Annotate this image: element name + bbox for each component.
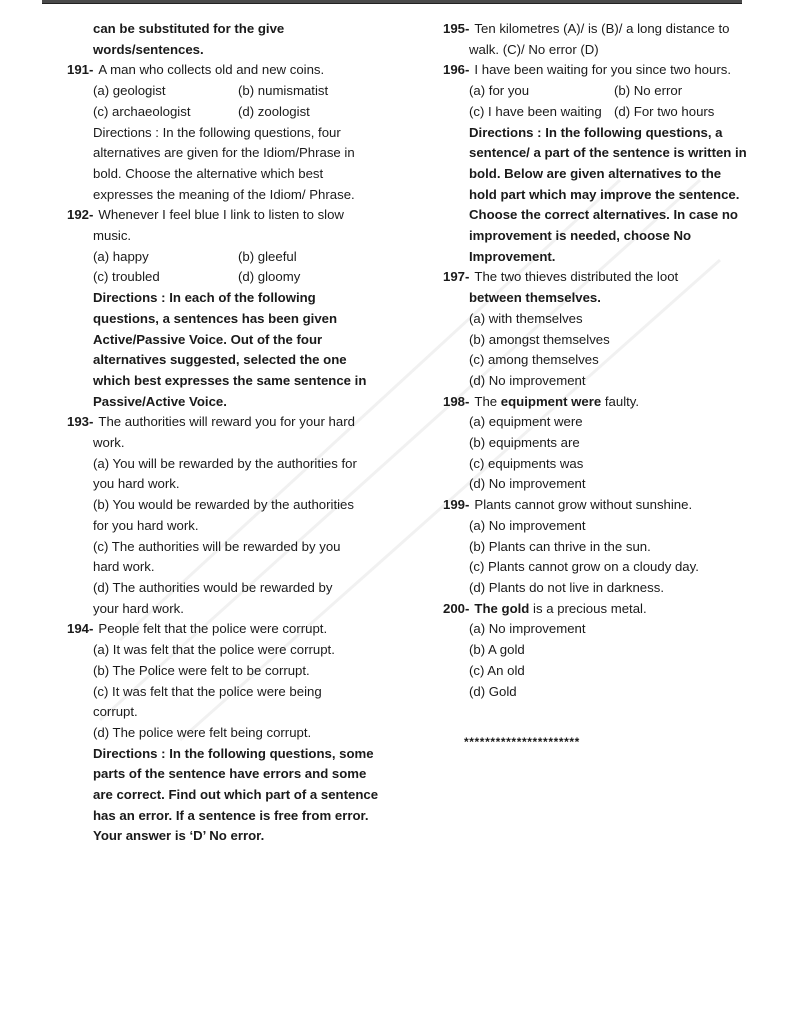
option: (d) The authorities would be rewarded by [93, 579, 333, 595]
option: (b) numismatist [238, 83, 329, 99]
question-198 [443, 392, 763, 413]
option: (c) I have been waiting [469, 103, 602, 119]
question-text: The two thieves distributed the loot [474, 269, 679, 285]
question-text-cont: music. [93, 228, 132, 244]
directions-line: Improvement. [469, 248, 556, 264]
options-row [67, 247, 402, 268]
question-193 [67, 412, 402, 433]
directions-line: hold part which may improve the sentence. [469, 186, 740, 202]
directions-line: questions, a sentences has been given [93, 310, 338, 326]
option: (a) No improvement [469, 621, 586, 637]
directions-line: which best expresses the same sentence in [93, 372, 367, 388]
question-text: Ten kilometres (A)/ is (B)/ a long distance to [474, 21, 730, 36]
directions-line: Directions : In the following questions, a [469, 124, 723, 140]
directions-line: Your answer is ‘D’ No error. [93, 828, 265, 844]
option: (d) No improvement [469, 372, 586, 388]
options-row [67, 81, 402, 102]
question-text: is a precious metal. [529, 600, 647, 616]
directions-line: alternatives are given for the Idiom/Phrase in [93, 145, 355, 161]
option: (a) It was felt that the police were corrupt. [93, 642, 335, 658]
option: (d) The police were felt being corrupt. [93, 724, 312, 740]
question-number: 192- [67, 207, 94, 223]
directions-line: are correct. Find out which part of a sentence [93, 787, 379, 803]
question-text: Plants cannot grow without sunshine. [474, 497, 693, 513]
question-200 [443, 599, 763, 620]
question-text: Whenever I feel blue I link to listen to slow [98, 207, 344, 223]
directions-line: sentence/ a part of the sentence is written in [469, 145, 747, 161]
option: (a) happy [93, 248, 149, 264]
option: you hard work. [93, 476, 180, 492]
question-text: faulty. [601, 393, 640, 409]
directions-line: alternatives suggested, selected the one [93, 352, 347, 368]
directions-line: Directions : In the following questions, four [93, 124, 341, 140]
intro-line: can be substituted for the give [93, 21, 285, 36]
question-bold-part: The gold [474, 600, 530, 616]
question-text-cont: between themselves. [469, 290, 601, 306]
option: (b) You would be rewarded by the authorities [93, 497, 354, 513]
option: (d) No improvement [469, 476, 586, 492]
option: (c) Plants cannot grow on a cloudy day. [469, 559, 699, 575]
directions-line: improvement is needed, choose No [469, 228, 692, 244]
question-text-cont: work. [93, 435, 125, 451]
question-number: 191- [67, 62, 94, 78]
right-column [443, 19, 763, 702]
question-number: 194- [67, 621, 94, 637]
question-text: The [474, 393, 501, 409]
option: (a) geologist [93, 83, 166, 99]
question-194 [67, 619, 402, 640]
question-number: 199- [443, 497, 470, 513]
option: (c) archaeologist [93, 103, 191, 119]
question-text-cont: walk. (C)/ No error (D) [469, 41, 599, 57]
option: (c) equipments was [469, 455, 584, 471]
option: for you hard work. [93, 517, 199, 533]
question-number: 193- [67, 414, 94, 430]
directions-line: Choose the correct alternatives. In case no [469, 207, 738, 223]
option: (c) among themselves [469, 352, 599, 368]
question-number: 198- [443, 393, 470, 409]
option: (b) A gold [469, 642, 525, 658]
option: (b) equipments are [469, 435, 580, 451]
question-text: The authorities will reward you for your hard [98, 414, 355, 430]
question-191 [67, 60, 402, 81]
question-text: A man who collects old and new coins. [98, 62, 325, 78]
directions-line: Directions : In each of the following [93, 290, 316, 306]
option: (d) Plants do not live in darkness. [469, 579, 664, 595]
directions-line: bold. Below are given alternatives to the [469, 165, 722, 181]
question-number: 195- [443, 21, 470, 36]
question-195 [443, 19, 763, 40]
option: (b) Plants can thrive in the sun. [469, 538, 651, 554]
option: (a) No improvement [469, 517, 586, 533]
directions-line: Active/Passive Voice. Out of the four [93, 331, 323, 347]
option: your hard work. [93, 600, 184, 616]
question-199 [443, 495, 763, 516]
options-row [67, 102, 402, 123]
directions-line: bold. Choose the alternative which best [93, 165, 324, 181]
question-number: 200- [443, 600, 470, 616]
left-column [67, 19, 402, 847]
option: (d) gloomy [238, 269, 301, 285]
option: (c) An old [469, 662, 525, 678]
option: (a) for you [469, 83, 530, 99]
end-separator: ********************** [464, 735, 580, 749]
option: (c) The authorities will be rewarded by you [93, 538, 341, 554]
directions-line: Directions : In the following questions, some [93, 745, 374, 761]
question-196 [443, 60, 763, 81]
options-row [443, 102, 763, 123]
question-text: People felt that the police were corrupt. [98, 621, 328, 637]
option: (c) It was felt that the police were being [93, 683, 322, 699]
question-number: 196- [443, 62, 470, 78]
option: (a) with themselves [469, 310, 583, 326]
option: (d) zoologist [238, 103, 310, 119]
option: (b) gleeful [238, 248, 297, 264]
option: (b) The Police were felt to be corrupt. [93, 662, 310, 678]
directions-line: Passive/Active Voice. [93, 393, 227, 409]
question-192 [67, 205, 402, 226]
option: (a) You will be rewarded by the authorities for [93, 455, 357, 471]
option: (c) troubled [93, 269, 160, 285]
option: corrupt. [93, 704, 138, 720]
option: (d) Gold [469, 683, 517, 699]
question-bold-part: equipment were [500, 393, 602, 409]
directions-line: has an error. If a sentence is free from error. [93, 807, 369, 823]
question-number: 197- [443, 269, 470, 285]
options-row [67, 267, 402, 288]
question-197 [443, 267, 763, 288]
option: (a) equipment were [469, 414, 583, 430]
directions-line: parts of the sentence have errors and some [93, 766, 367, 782]
intro-line: words/sentences. [93, 41, 204, 57]
option: hard work. [93, 559, 155, 575]
option: (b) amongst themselves [469, 331, 610, 347]
question-text: I have been waiting for you since two hours. [474, 62, 731, 78]
option: (d) For two hours [614, 103, 715, 119]
option: (b) No error [614, 83, 683, 99]
options-row [443, 81, 763, 102]
top-border [42, 0, 742, 4]
directions-line: expresses the meaning of the Idiom/ Phrase. [93, 186, 355, 202]
